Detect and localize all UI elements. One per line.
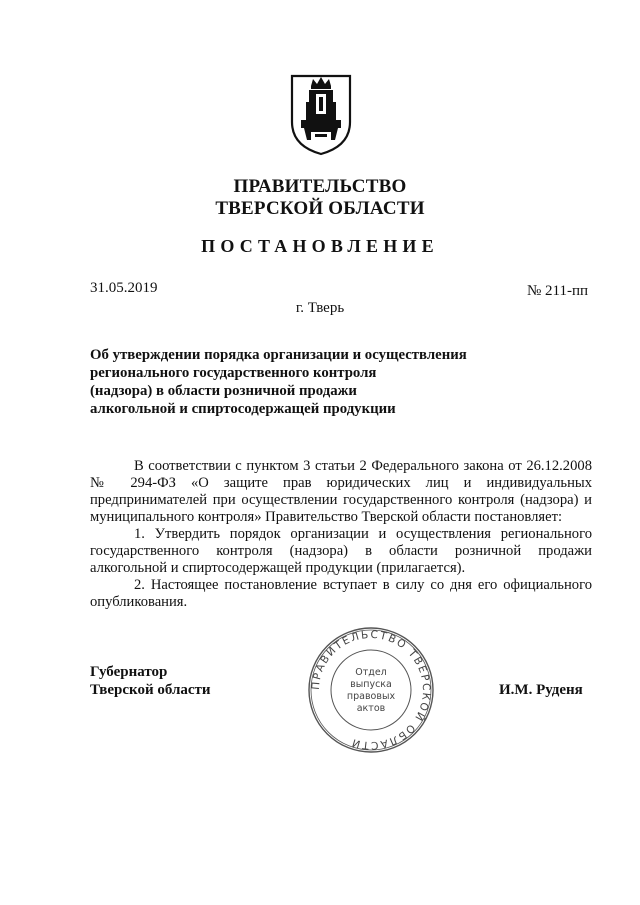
stamp-ring-text: ПРАВИТЕЛЬСТВО ТВЕРСКОЙ ОБЛАСТИ (309, 628, 433, 752)
svg-text:ПРАВИТЕЛЬСТВО ТВЕРСКОЙ ОБЛАСТИ (310, 629, 432, 751)
signatory-position (90, 663, 211, 699)
subject-line: Об утверждении порядка организации и осуществления (90, 347, 467, 363)
stamp-center-line: Отдел (355, 667, 387, 678)
document-body (90, 458, 592, 611)
subject-line: (надзора) в области розничной продажи (90, 383, 357, 399)
subject-line: алкогольной и спиртосодержащей продукции (90, 401, 396, 417)
official-stamp-seal (306, 625, 436, 755)
subject-line: регионального государственного контроля (90, 365, 377, 381)
document-type: ПОСТАНОВЛЕНИЕ (201, 236, 439, 256)
stamp-center-line: выпуска (350, 679, 392, 690)
document-number: № 211-пп (526, 283, 588, 299)
org-name-line2: ТВЕРСКОЙ ОБЛАСТИ (215, 198, 425, 219)
document-subject (90, 346, 520, 418)
position-line1: Губернатор (90, 664, 168, 680)
stamp-center-line: правовых (346, 691, 396, 702)
position-line2: Тверской области (90, 682, 211, 698)
coat-of-arms-icon (289, 70, 353, 156)
document-city: г. Тверь (295, 300, 345, 316)
government-header (0, 176, 640, 220)
stamp-center-line: актов (356, 703, 386, 714)
item-2-paragraph: 2. Настоящее постановление вступает в силу со дня его официального опубликования. (90, 577, 592, 610)
org-name-line1: ПРАВИТЕЛЬСТВО (233, 176, 407, 197)
document-date: 31.05.2019 (90, 280, 158, 296)
preamble-paragraph: В соответствии с пунктом 3 статьи 2 Федерального закона от 26.12.2008 № 294-ФЗ «О защите прав юридических лиц и индивидуальных предпринимателей при осуществлении государственного контроля (надзора) и муниципального контроля» Правительство Тверской области постановляет: (90, 458, 592, 525)
signatory-name: И.М. Руденя (499, 682, 583, 698)
item-1-paragraph: 1. Утвердить порядок организации и осуществления регионального государственного контроля (надзора) в области розничной продажи алкогольной и спиртосодержащей продукции (прилагается). (90, 526, 592, 576)
